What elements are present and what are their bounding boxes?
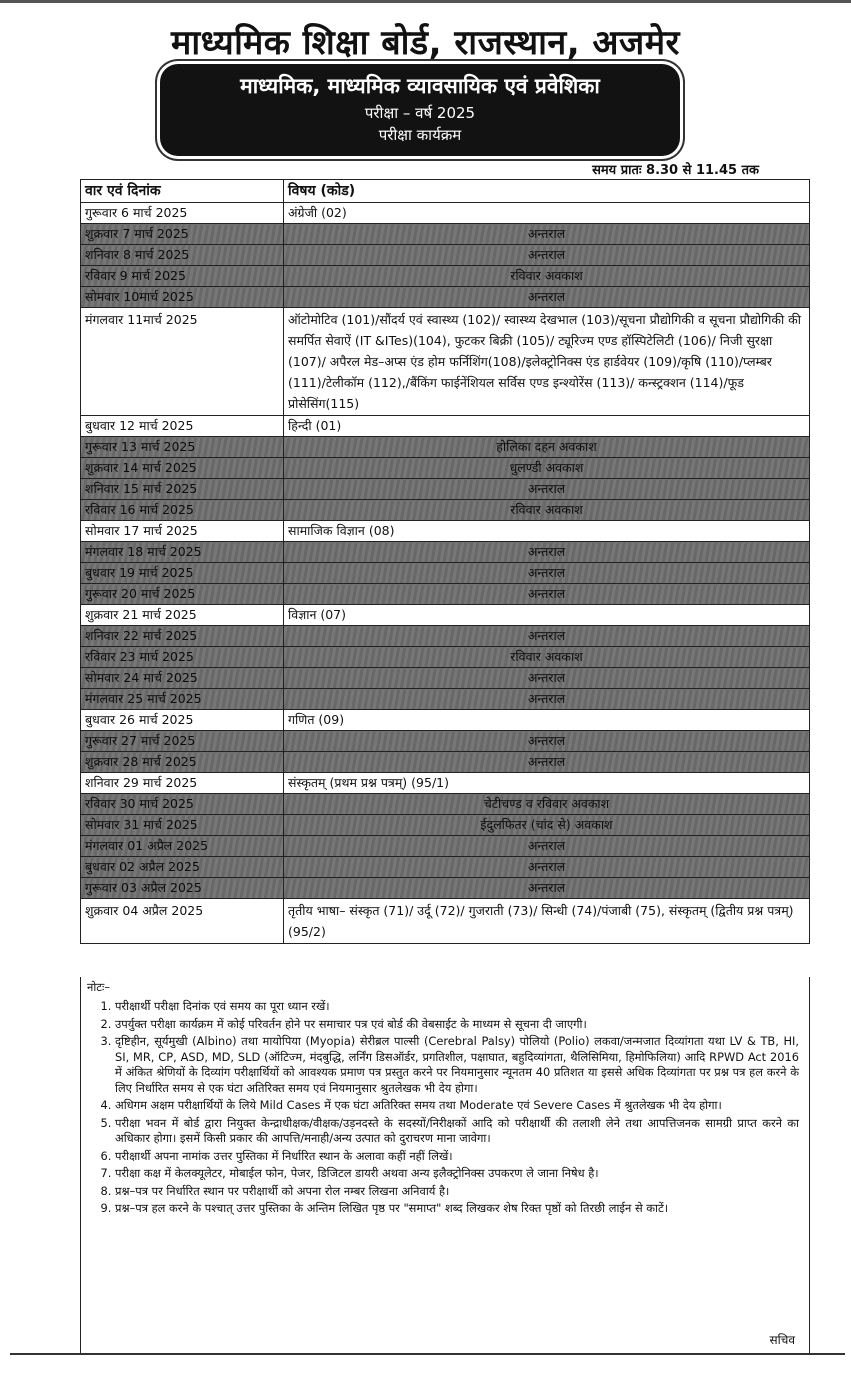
banner-exam-name: माध्यमिक, माध्यमिक व्यावसायिक एवं प्रवेशिका: [240, 74, 600, 98]
table-row-interval: [81, 542, 810, 563]
table-row-interval: [81, 437, 810, 458]
notes-label: नोटः–: [87, 980, 111, 994]
table-row-interval: [81, 584, 810, 605]
note-item: 6. परीक्षार्थी अपना नामांक उत्तर पुस्तिका में निर्धारित स्थान के अलावा कहीं नहीं लिखें।: [115, 1149, 799, 1165]
row-date: बुधवार 26 मार्च 2025: [81, 710, 284, 731]
table-row-interval: [81, 857, 810, 878]
table-row-exam: [81, 203, 810, 224]
row-date: शनिवार 8 मार्च 2025: [81, 245, 284, 266]
row-subject: तृतीय भाषा– संस्कृत (71)/ उर्दू (72)/ गुजराती (73)/ सिन्धी (74)/पंजाबी (75), संस्कृतम् (द्वितीय प्रश्न पत्रम्) (95/2): [284, 899, 810, 944]
table-row-interval: [81, 731, 810, 752]
table-row-interval: [81, 266, 810, 287]
row-date: गुरूवार 03 अप्रैल 2025: [81, 878, 284, 899]
row-date: शुक्रवार 04 अप्रैल 2025: [81, 899, 284, 944]
table-header-row: [81, 180, 810, 203]
row-subject: अन्तराल: [284, 668, 810, 689]
scan-bottom-edge: [10, 1353, 845, 1355]
exam-schedule-table: [80, 179, 810, 944]
exam-banner: [160, 64, 680, 156]
row-subject: रविवार अवकाश: [284, 647, 810, 668]
row-date: रविवार 30 मार्च 2025: [81, 794, 284, 815]
header-subject: विषय (कोड): [284, 180, 810, 203]
row-subject: अन्तराल: [284, 689, 810, 710]
row-subject: अन्तराल: [284, 584, 810, 605]
row-date: गुरूवार 27 मार्च 2025: [81, 731, 284, 752]
row-subject: रविवार अवकाश: [284, 500, 810, 521]
row-subject: अन्तराल: [284, 731, 810, 752]
note-item: 4. अधिगम अक्षम परीक्षार्थियों के लिये Mild Cases में एक घंटा अतिरिक्त समय तथा Moderate एवं Severe Cases में श्रुतलेखक भी देय होगा।: [115, 1098, 799, 1114]
row-subject: अन्तराल: [284, 857, 810, 878]
row-subject: अन्तराल: [284, 542, 810, 563]
header-date: वार एवं दिनांक: [81, 180, 284, 203]
row-subject: ईदुलफितर (चांद से) अवकाश: [284, 815, 810, 836]
table-row-exam: [81, 773, 810, 794]
row-date: गुरूवार 20 मार्च 2025: [81, 584, 284, 605]
board-title: माध्यमिक शिक्षा बोर्ड, राजस्थान, अजमेर: [171, 23, 680, 63]
table-row-interval: [81, 647, 810, 668]
table-row-interval: [81, 458, 810, 479]
note-item: 8. प्रश्न–पत्र पर निर्धारित स्थान पर परीक्षार्थी को अपना रोल नम्बर लिखना अनिवार्य है।: [115, 1184, 799, 1200]
row-date: मंगलवार 25 मार्च 2025: [81, 689, 284, 710]
row-date: शनिवार 15 मार्च 2025: [81, 479, 284, 500]
row-subject: हिन्दी (01): [284, 416, 810, 437]
table-row-interval: [81, 500, 810, 521]
exam-timing: समय प्रातः 8.30 से 11.45 तक: [592, 163, 759, 178]
row-date: सोमवार 31 मार्च 2025: [81, 815, 284, 836]
notes-section: [80, 977, 810, 1355]
row-date: रविवार 16 मार्च 2025: [81, 500, 284, 521]
table-row-interval: [81, 752, 810, 773]
row-subject: अन्तराल: [284, 479, 810, 500]
table-row-interval: [81, 245, 810, 266]
table-row-interval: [81, 815, 810, 836]
table-row-interval: [81, 878, 810, 899]
row-date: मंगलवार 11मार्च 2025: [81, 308, 284, 416]
table-row-exam: [81, 899, 810, 944]
row-subject: अन्तराल: [284, 752, 810, 773]
row-subject: विज्ञान (07): [284, 605, 810, 626]
row-date: सोमवार 10मार्च 2025: [81, 287, 284, 308]
row-date: गुरूवार 13 मार्च 2025: [81, 437, 284, 458]
banner-schedule-label: परीक्षा कार्यक्रम: [378, 126, 462, 144]
row-subject: अन्तराल: [284, 245, 810, 266]
table-row-exam: [81, 416, 810, 437]
row-date: शुक्रवार 14 मार्च 2025: [81, 458, 284, 479]
row-subject: अन्तराल: [284, 626, 810, 647]
row-date: शनिवार 22 मार्च 2025: [81, 626, 284, 647]
row-subject: अन्तराल: [284, 878, 810, 899]
row-date: शुक्रवार 21 मार्च 2025: [81, 605, 284, 626]
row-date: बुधवार 02 अप्रैल 2025: [81, 857, 284, 878]
row-date: रविवार 9 मार्च 2025: [81, 266, 284, 287]
note-item: 5. परीक्षा भवन में बोर्ड द्वारा नियुक्त केन्द्राधीक्षक/वीक्षक/उड़नदस्ते के सदस्यों/निरीक्षकों आदि को परीक्षार्थी की तलाशी लेने तथा आपत्तिजनक सामग्री प्राप्त करने का अधिकार होगा। इसमें किसी प्रकार की आपत्ति/मनाही/अन्य उत्पात को दुराचरण माना जावेगा।: [115, 1116, 799, 1147]
row-date: मंगलवार 18 मार्च 2025: [81, 542, 284, 563]
table-row-interval: [81, 794, 810, 815]
row-date: शनिवार 29 मार्च 2025: [81, 773, 284, 794]
row-subject: अंग्रेजी (02): [284, 203, 810, 224]
row-subject: धुलण्डी अवकाश: [284, 458, 810, 479]
row-subject: गणित (09): [284, 710, 810, 731]
table-row-interval: [81, 479, 810, 500]
row-subject: सामाजिक विज्ञान (08): [284, 521, 810, 542]
note-item: 7. परीक्षा कक्ष में केलक्यूलेटर, मोबाईल फोन, पेजर, डिजिटल डायरी अथवा अन्य इलैक्ट्रोनिक्स उपकरण ले जाना निषेध है।: [115, 1166, 799, 1182]
table-row-interval: [81, 224, 810, 245]
table-row-interval: [81, 836, 810, 857]
note-item: 1. परीक्षार्थी परीक्षा दिनांक एवं समय का पूरा ध्यान रखें।: [115, 999, 799, 1015]
table-row-interval: [81, 626, 810, 647]
table-row-exam: [81, 308, 810, 416]
note-item: 3. दृष्टिहीन, सूर्यमुखी (Albino) तथा मायोपिया (Myopia) सेरीब्रल पाल्सी (Cerebral Palsy) पोलियो (Polio) लकवा/जन्मजात दिव्यांगता यथा LV & TB, HI, SI, MR, CP, ASD, MD, SLD (ऑटिज्म, मंदबुद्धि, लर्निंग डिसऑर्डर, प्रगतिशील, पक्षाघात, बहुदिव्यांगता, थैलिसिमिया, हिमोफिलिया) आदि RPWD Act 2016 में अंकित श्रेणियों के दिव्यांग परीक्षार्थियों को आवश्यक प्रमाण पत्र प्रस्तुत करने पर नियमानुसार न्यूनतम 40 प्रतिशत या इससे अधिक दिव्यांगता पर प्रश्न पत्र हल करने के लिए निर्धारित समय से एक घंटा अतिरिक्त समय एवं नियमानुसार श्रुतलेखक भी देय होगा।: [115, 1034, 799, 1096]
table-row-exam: [81, 605, 810, 626]
row-subject: अन्तराल: [284, 563, 810, 584]
row-subject: अन्तराल: [284, 224, 810, 245]
table-row-exam: [81, 710, 810, 731]
schedule-body: [81, 203, 810, 944]
notes-list: [81, 999, 809, 1217]
table-row-interval: [81, 689, 810, 710]
row-date: सोमवार 17 मार्च 2025: [81, 521, 284, 542]
note-item: 2. उपर्युक्त परीक्षा कार्यक्रम में कोई परिवर्तन होने पर समाचार पत्र एवं बोर्ड की वेबसाईट के माध्यम से सूचना दी जाएगी।: [115, 1017, 799, 1033]
row-date: शुक्रवार 7 मार्च 2025: [81, 224, 284, 245]
row-subject: होलिका दहन अवकाश: [284, 437, 810, 458]
row-date: मंगलवार 01 अप्रैल 2025: [81, 836, 284, 857]
row-date: सोमवार 24 मार्च 2025: [81, 668, 284, 689]
row-date: शुक्रवार 28 मार्च 2025: [81, 752, 284, 773]
row-subject: संस्कृतम् (प्रथम प्रश्न पत्रम्) (95/1): [284, 773, 810, 794]
row-date: बुधवार 12 मार्च 2025: [81, 416, 284, 437]
row-subject: अन्तराल: [284, 287, 810, 308]
row-subject: रविवार अवकाश: [284, 266, 810, 287]
secretary-signature: सचिव: [769, 1333, 795, 1347]
row-date: बुधवार 19 मार्च 2025: [81, 563, 284, 584]
row-date: रविवार 23 मार्च 2025: [81, 647, 284, 668]
table-row-exam: [81, 521, 810, 542]
note-item: 9. प्रश्न–पत्र हल करने के पश्चात् उत्तर पुस्तिका के अन्तिम लिखित पृष्ठ पर "समाप्त" शब्द लिखकर शेष रिक्त पृष्ठों को तिरछी लाईन से काटें।: [115, 1201, 799, 1217]
table-row-interval: [81, 563, 810, 584]
row-date: गुरूवार 6 मार्च 2025: [81, 203, 284, 224]
scan-top-edge: [0, 0, 851, 3]
row-subject: ऑटोमोटिव (101)/सौंदर्य एवं स्वास्थ्य (102)/ स्वास्थ्य देखभाल (103)/सूचना प्रौद्योगिकी व सूचना प्रौद्योगिकी की समर्पित सेवाऐं (IT &ITes)(104), फुटकर बिक्री (105)/ ट्यूरिज्म एण्ड हॉस्पिटेलिटी (106)/ निजी सुरक्षा (107)/ अपैरल मेड–अप्स एंड होम फर्निशिंग(108)/इलेक्ट्रोनिक्स एंड हार्डवेयर (109)/कृषि (110)/प्लम्बर (111)/टेलीकॉम (112),/बैंकिंग फाईनेंशियल सर्विस एण्ड इन्श्योरेंस (113)/ कन्स्ट्रक्शन (114)/फूड प्रोसेसिंग(115): [284, 308, 810, 416]
banner-exam-year: परीक्षा – वर्ष 2025: [364, 104, 476, 122]
table-row-interval: [81, 668, 810, 689]
table-row-interval: [81, 287, 810, 308]
row-subject: चेटीचण्ड व रविवार अवकाश: [284, 794, 810, 815]
row-subject: अन्तराल: [284, 836, 810, 857]
